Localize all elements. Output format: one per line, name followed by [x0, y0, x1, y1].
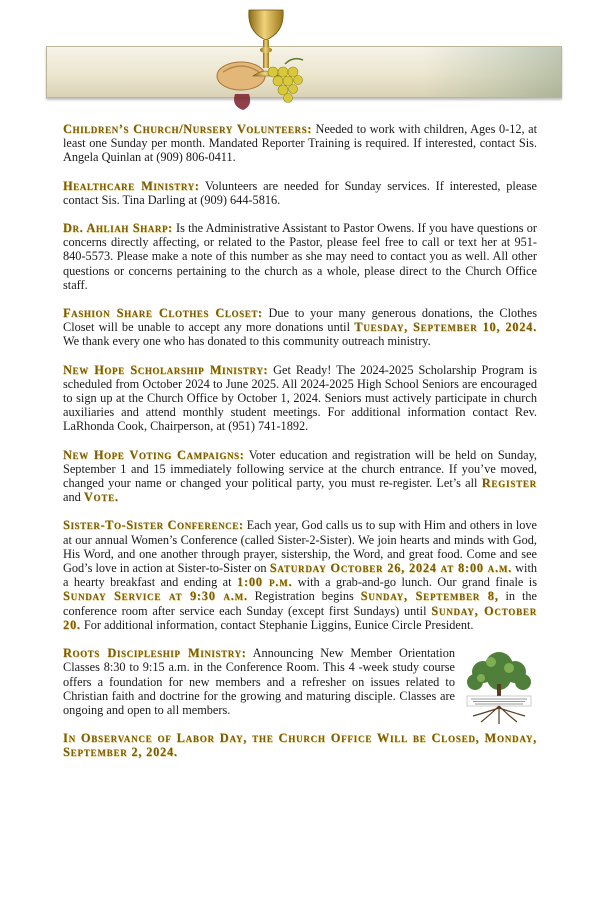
section-heading: New Hope Voting Campaigns:	[63, 447, 245, 462]
section-body: Announcing New Member Orientation Classes 8:30 to 9:15 a.m. in the Conference Room. This 4 -week study course offers a foundation for new members and a refresher on issues related to Christian faith and doctrine for the growing and maturing disciple. Classes are ongoing and open to all members.	[63, 646, 455, 717]
section-heading: Dr. Ahliah Sharp:	[63, 221, 173, 236]
section-body: and	[63, 490, 81, 505]
announcement-childrens-church	[63, 122, 537, 165]
highlight-registration-end: Sunday, October 20.	[63, 603, 537, 632]
section-body: Registration begins	[254, 589, 354, 604]
announcement-roots-discipleship	[63, 646, 537, 717]
highlight-date: Tuesday, September 10, 2024.	[354, 320, 537, 335]
section-heading: Healthcare Ministry:	[63, 178, 200, 193]
chalice-bread-grapes-icon	[213, 6, 313, 114]
section-body: in the conference room after service each Sunday (except first Sundays) until	[63, 589, 537, 618]
section-heading: Roots Discipleship Ministry:	[63, 646, 247, 661]
closing-notice: In Observance of Labor Day, the Church Office Will be Closed, Monday, September 2, 2024.	[63, 731, 537, 760]
announcement-clothes-closet	[63, 306, 537, 349]
section-body: Needed to work with children, Ages 0-12, at least one Sunday per month. Mandated Reporter Training is required. If interested, contact Sis. Angela Quinlan at (909) 806-0411.	[63, 122, 537, 165]
section-body: We thank every one who has donated to this community outreach ministry.	[63, 334, 431, 349]
highlight-finale: Sunday Service at 9:30 a.m.	[63, 589, 248, 604]
highlight-register: Register	[481, 476, 537, 491]
highlight-registration-start: Sunday, September 8,	[360, 589, 499, 604]
announcements	[63, 122, 537, 774]
section-body: Voter education and registration will be held on Sunday, September 1 and 15 immediately following service at the church entrance. If you’ve moved, changed your name or changed your political party, you must re-register. Let’s all	[63, 447, 537, 491]
announcement-scholarship	[63, 363, 537, 434]
section-body: with a grab-and-go lunch. Our grand finale is	[297, 575, 537, 590]
section-heading: Children’s Church/Nursery Volunteers:	[63, 122, 312, 136]
section-body: Volunteers are needed for Sunday services. If interested, please contact Sis. Tina Darling at (909) 644-5816.	[63, 178, 537, 207]
announcement-healthcare	[63, 179, 537, 207]
highlight-vote: Vote.	[83, 490, 119, 505]
banner-foliage	[421, 47, 561, 97]
highlight-conference-date: Saturday October 26, 2024 at 8:00 a.m.	[269, 561, 513, 576]
announcement-dr-sharp	[63, 221, 537, 292]
section-body: Is the Administrative Assistant to Pastor Owens. If you have questions or concerns directly affecting, or related to the Pastor, please feel free to call or text her at 951-840-5573. Please make a note of this number as she may need to contact you as well. All other questions or concerns pertaining to the church as a whole, please direct to the Church Office staff.	[63, 221, 537, 292]
section-body: Each year, God calls us to sup with Him and others in love at our annual Women’s Conference (called Sister-2-Sister). We join hearts and minds with God, His Word, and one another through prayer, sistership, the Word, and great food. Come and see God’s love in action at Sister-to-Sister on	[63, 518, 537, 576]
section-body: For additional information, contact Stephanie Liggins, Eunice Circle President.	[83, 617, 474, 632]
section-body: with a hearty breakfast and ending at	[63, 561, 538, 590]
roots-tree-icon	[461, 648, 537, 726]
section-body: Get Ready! The 2024-2025 Scholarship Program is scheduled from October 2024 to June 2025. All 2024-2025 High School Seniors are encouraged to sign up at the Church Office by October 1, 2024. Seniors must actively participate in church auxiliaries and attend monthly student meetings. For additional information contact Rev. LaRhonda Cook, Chairperson, at (951) 741-1892.	[63, 362, 538, 434]
section-heading: Fashion Share Clothes Closet:	[63, 306, 263, 321]
section-body: Due to your many generous donations, the Clothes Closet will be unable to accept any more donations until	[63, 306, 538, 335]
highlight-end-time: 1:00 p.m.	[237, 575, 293, 590]
announcement-voting	[63, 448, 537, 505]
announcement-sister-conference	[63, 518, 537, 632]
section-heading: New Hope Scholarship Ministry:	[63, 362, 269, 377]
section-heading: Sister-To-Sister Conference:	[63, 518, 244, 533]
